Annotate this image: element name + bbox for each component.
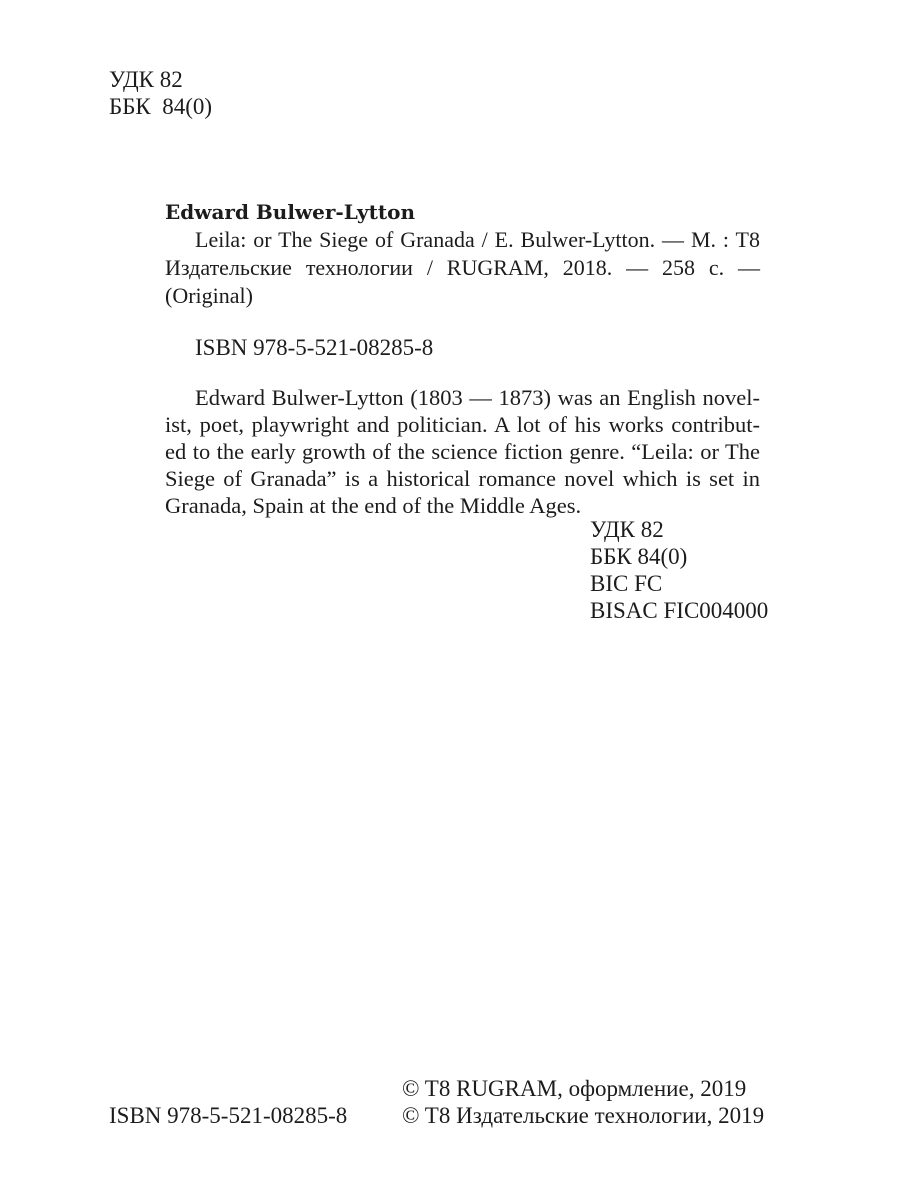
classification-code: УДК 82 xyxy=(590,517,664,542)
classification-code: ББК 84(0) xyxy=(590,544,688,569)
footer-isbn-text: ISBN 978-5-521-08285-8 xyxy=(109,1103,348,1128)
isbn-record: ISBN 978-5-521-08285-8 xyxy=(195,335,434,360)
annotation xyxy=(165,384,760,519)
classification-code: BIC FC xyxy=(590,571,663,596)
bibliography-line: Издательские технологии / RUGRAM, 2018. — 258 с. — (Original) xyxy=(165,255,760,308)
annotation-line: ed to the early growth of the science fiction genre. “Leila: or The xyxy=(165,439,760,464)
udk-code: УДК 82 xyxy=(109,67,183,92)
annotation-line: Granada, Spain at the end of the Middle Ages. xyxy=(165,493,582,518)
bbk-code: ББК 84(0) xyxy=(109,94,213,119)
annotation-line: ist, poet, playwright and politician. A lot of his works contribut- xyxy=(165,412,760,437)
footer-isbn xyxy=(109,1102,347,1129)
classification-codes xyxy=(590,516,768,624)
top-classification-codes xyxy=(109,66,212,120)
copyright-notices xyxy=(402,1075,764,1129)
annotation-line: Edward Bulwer-Lytton (1803 — 1873) was an English novel- xyxy=(195,385,760,410)
copyright-line: © T8 RUGRAM, оформление, 2019 xyxy=(402,1076,747,1101)
author-heading: Edward Bulwer-Lytton xyxy=(165,200,416,224)
bibliography-line: Leila: or The Siege of Granada / E. Bulwer-Lytton. — M. : T8 xyxy=(195,227,760,252)
classification-code: BISAC FIC004000 xyxy=(590,598,769,623)
catalog-record xyxy=(165,199,760,519)
copyright-line: © T8 Издательские технологии, 2019 xyxy=(402,1103,765,1128)
annotation-line: Siege of Granada” is a historical romance novel which is set in xyxy=(165,466,760,491)
